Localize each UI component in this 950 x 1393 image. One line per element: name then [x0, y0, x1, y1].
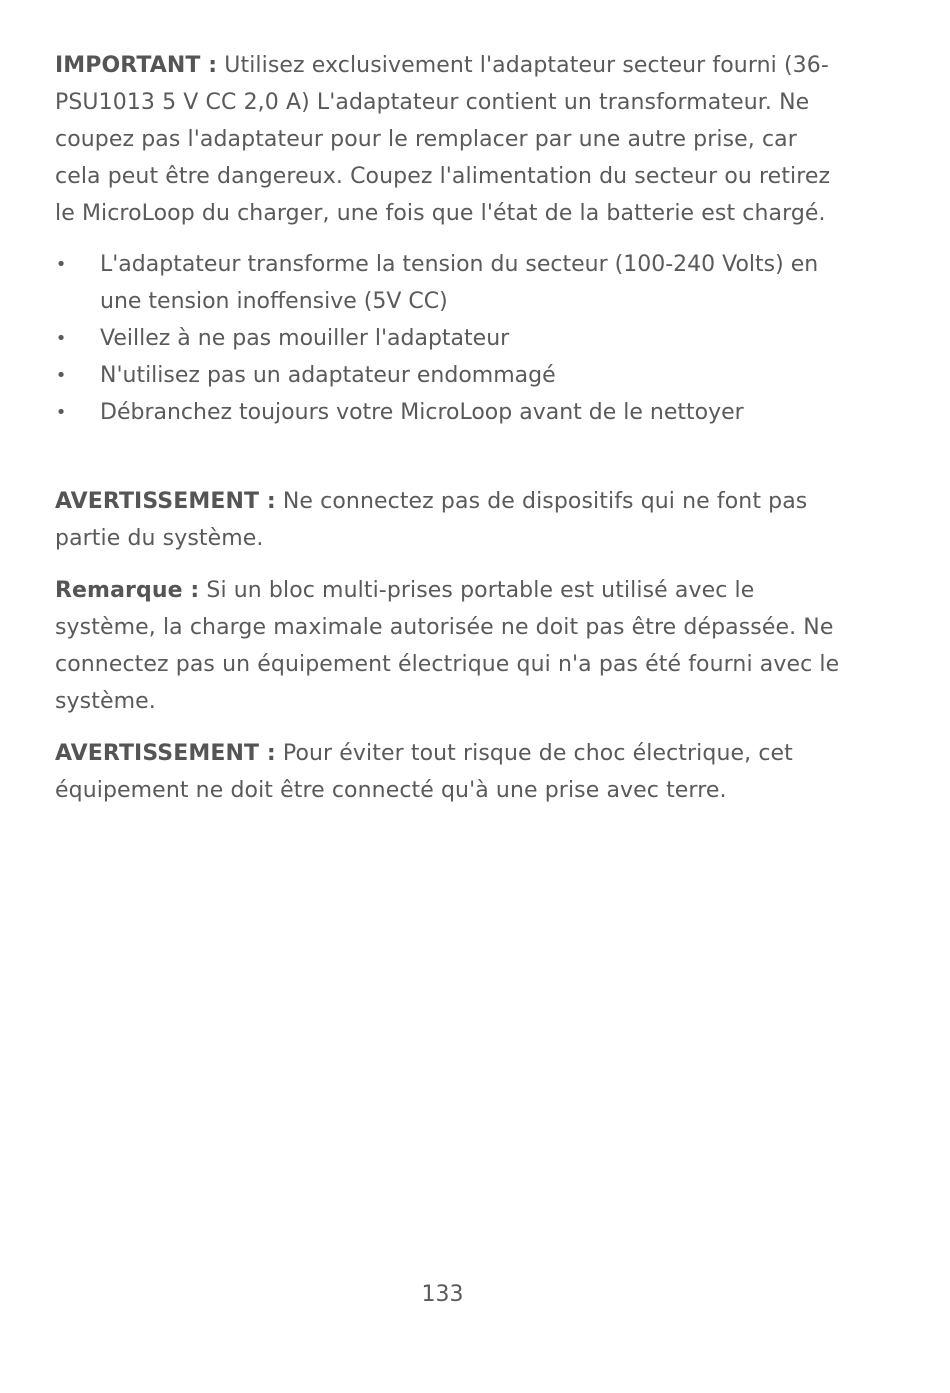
document-page — [55, 47, 845, 809]
list-item — [55, 246, 845, 320]
bullet-icon: • — [55, 328, 67, 349]
important-text: Utilisez exclusivement l'adaptateur secteur fourni (36-PSU1013 5 V CC 2,0 A) L'adaptateur contient un transformateur. Ne coupez pas l'adaptateur pour le remplacer par une autre prise, car cela peut être dangereux. Coupez l'alimentation du secteur ou retirez le MicroLoop du charger, une fois que l'état de la batterie est chargé. — [55, 53, 831, 226]
warning-text: Pour éviter tout risque de choc électrique, cet équipement ne doit être connecté qu'à une prise avec terre. — [55, 741, 793, 803]
list-item — [55, 394, 845, 431]
warning-paragraph-earth — [55, 735, 845, 809]
note-label: Remarque : — [55, 578, 200, 603]
bullet-icon: • — [55, 402, 67, 423]
note-text: Si un bloc multi-prises portable est utilisé avec le système, la charge maximale autorisée ne doit pas être dépassée. Ne connectez pas un équipement électrique qui n'a pas été fourni avec le système. — [55, 578, 840, 714]
important-label: IMPORTANT : — [55, 53, 218, 78]
warning-label: AVERTISSEMENT : — [55, 741, 276, 766]
warning-paragraph-devices — [55, 483, 845, 557]
warning-text: Ne connectez pas de dispositifs qui ne font pas partie du système. — [55, 489, 808, 551]
list-item-text: N'utilisez pas un adaptateur endommagé — [100, 363, 556, 388]
list-item — [55, 320, 845, 357]
bullet-icon: • — [55, 365, 67, 386]
adapter-safety-list — [55, 246, 845, 431]
note-paragraph — [55, 572, 845, 720]
warning-label: AVERTISSEMENT : — [55, 489, 276, 514]
list-item — [55, 357, 845, 394]
list-item-text: L'adaptateur transforme la tension du secteur (100-240 Volts) en une tension inoffensive (5V CC) — [100, 252, 819, 314]
important-paragraph — [55, 47, 845, 232]
list-item-text: Veillez à ne pas mouiller l'adaptateur — [100, 326, 510, 351]
bullet-icon: • — [55, 254, 67, 275]
page-number: 133 — [421, 1282, 464, 1307]
list-item-text: Débranchez toujours votre MicroLoop avant de le nettoyer — [100, 400, 744, 425]
